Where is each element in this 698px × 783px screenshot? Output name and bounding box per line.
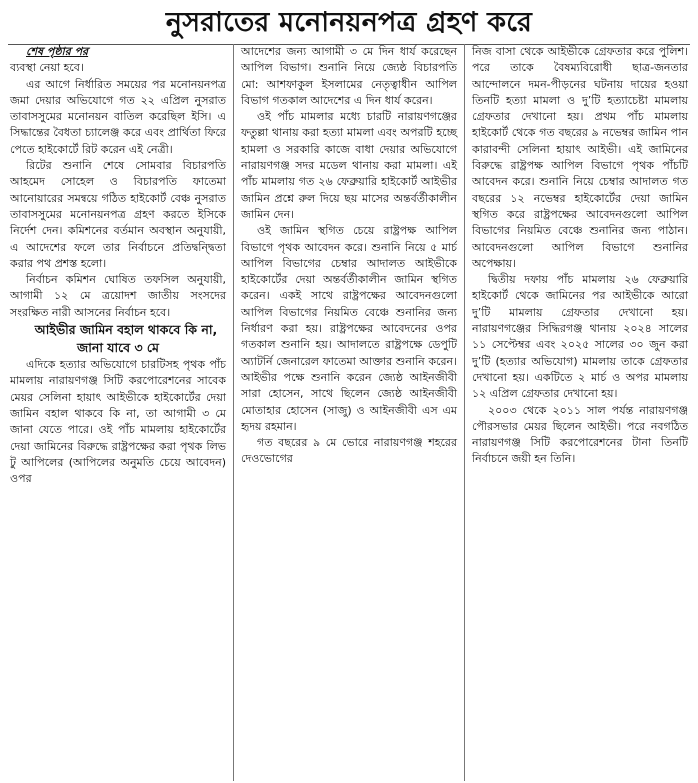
paragraph: আদেশের জন্য আগামী ৩ মে দিন ধার্য করেছেন আপিল বিভাগ। শুনানি নিয়ে জ্যেষ্ঠ বিচারপতি মো: আশফাকুল ইসলামের নেতৃত্বাধীন আপিল বিভাগ গতকাল আদেশের এ দিন ধার্য করেন।: [241, 45, 457, 107]
paragraph: দ্বিতীয় দফায় পাঁচ মামলায় ২৬ ফেব্রুয়ারি হাইকোর্ট থেকে জামিনের পর আইভীকে আরো দু’টি মামলায় গ্রেফতার দেখানো হয়। নারায়ণগঞ্জের সিদ্ধিরগঞ্জ থানায় ২০২৪ সালের ১১ সেপ্টেম্বর এবং ২০২৫ সালের ৩০ জুন করা দু’টি (হত্যার অভিযোগ) মামলায় তাকে গ্রেফতার দেখানো হয়। একটিতে ২ মার্চ ও অপর মামলায় ১২ এপ্রিল গ্রেফতার দেখানো হয়।: [472, 273, 688, 401]
article-body: [8, 44, 690, 781]
paragraph: গত বছরের ৯ মে ভোরে নারায়ণগঞ্জ শহরের দেওভোগের: [241, 436, 457, 466]
paragraph: ব্যবস্থা নেয়া হবে।: [10, 61, 84, 75]
paragraph: রিটের শুনানি শেষে সোমবার বিচারপতি আহমেদ সোহেল ও বিচারপতি ফাতেমা আনোয়ারের সমন্বয়ে গঠিত হাইকোর্ট বেঞ্চ নুসরাত তাবাসসুমের মনোনয়নপত্র গ্রহণ করতে ইসিকে নির্দেশ দেন। কমিশনের বর্তমান অবস্থান অনুযায়ী, এ আদেশের ফলে তার নির্বাচনে প্রতিদ্বন্দ্বিতা করার পথ প্রশস্ত হলো।: [10, 159, 226, 270]
paragraph: এর আগে নির্ধারিত সময়ের পর মনোনয়নপত্র জমা দেয়ার অভিযোগে গত ২২ এপ্রিল নুসরাত তাবাসসুমের মনোনয়ন বাতিল করেছিল ইসি। এ সিদ্ধান্তের বৈধতা চ্যালেঞ্জ করে এবং প্রার্থিতা ফিরে পেতে হাইকোর্টে রিট করেন এই নেত্রী।: [10, 77, 226, 156]
subheading: আইভীর জামিন বহাল থাকবে কি না, জানা যাবে ৩ মে: [34, 322, 218, 356]
headline: নুসরাতের মনোনয়নপত্র গ্রহণ করে: [165, 7, 533, 38]
paragraph: ওই পাঁচ মামলার মধ্যে চারটি নারায়ণগঞ্জের ফতুল্লা থানায় করা হত্যা মামলা এবং অপরটি হচ্ছে হামলা ও সরকারি কাজে বাধা দেয়ার অভিযোগে নারায়ণগঞ্জ সদর মডেল থানায় করা মামলা। এই পাঁচ মামলায় গত ২৬ ফেব্রুয়ারি হাইকোর্ট আইভীর জামিন প্রশ্নে রুল দিয়ে ছয় মাসের অন্তর্বর্তীকালীন জামিন দেন।: [241, 110, 457, 221]
column-2: [233, 44, 464, 781]
paragraph: নিজ বাসা থেকে আইভীকে গ্রেফতার করে পুলিশ। পরে তাকে বৈষম্যবিরোধী ছাত্র-জনতার আন্দোলনে দমন-পীড়নের ঘটনায় দায়ের হওয়া তিনটি হত্যা মামলা ও দু’টি হত্যাচেষ্টা মামলায় গ্রেফতার দেখানো হয়। প্রথম পাঁচ মামলায় হাইকোর্ট থেকে গত বছরের ৯ নভেম্বর জামিন পান কারাবন্দী সেলিনা হায়াৎ আইভী। এই জামিনের বিরুদ্ধে রাষ্ট্রপক্ষ আপিল বিভাগে পৃথক পাঁচটি আবেদন করে। শুনানি নিয়ে চেম্বার আদালত গত বছরের ১২ নভেম্বর হাইকোর্টের দেয়া জামিন স্থগিত করে রাষ্ট্রপক্ষের আবেদনগুলো আপিল বিভাগের নিয়মিত বেঞ্চে শুনানির জন্য পাঠান। আবেদনগুলো আপিল বিভাগে শুনানির অপেক্ষায়।: [472, 45, 688, 270]
paragraph: এদিকে হত্যার অভিযোগে চারটিসহ পৃথক পাঁচ মামলায় নারায়ণগঞ্জ সিটি করপোরেশনের সাবেক মেয়র সেলিনা হায়াৎ আইভীকে হাইকোর্টের দেয়া জামিন বহাল থাকবে কি না, তা আগামী ৩ মে জানা যেতে পারে। ওই পাঁচ মামলায় হাইকোর্টের দেয়া জামিনের বিরুদ্ধে রাষ্ট্রপক্ষের করা পৃথক লিভ টু আপিলের (আপিলের অনুমতি চেয়ে আবেদন) ওপর: [10, 358, 226, 486]
column-1: [8, 44, 233, 781]
column-3: [464, 44, 690, 781]
paragraph: নির্বাচন কমিশন ঘোষিত তফসিল অনুযায়ী, আগামী ১২ মে ত্রয়োদশ জাতীয় সংসদের সংরক্ষিত নারী আসনের নির্বাচন হবে।: [10, 273, 226, 319]
jump-label: শেষ পৃষ্ঠার পর: [26, 45, 89, 58]
paragraph: ২০০৩ থেকে ২০১১ সাল পর্যন্ত নারায়ণগঞ্জ পৌরসভার মেয়র ছিলেন আইভী। পরে নবগঠিত নারায়ণগঞ্জ সিটি করপোরেশনের টানা তিনটি নির্বাচনে জয়ী হন তিনি।: [472, 403, 688, 466]
paragraph: ওই জামিন স্থগিত চেয়ে রাষ্ট্রপক্ষ আপিল বিভাগে পৃথক আবেদন করে। শুনানি নিয়ে ৫ মার্চ আপিল বিভাগের চেম্বার আদালত আইভীকে হাইকোর্টের দেয়া অন্তর্বর্তীকালীন জামিন স্থগিত করেন। একই সাথে রাষ্ট্রপক্ষের আবেদনগুলো আপিল বিভাগের নিয়মিত বেঞ্চে শুনানির জন্য নির্ধারণ করা হয়। রাষ্ট্রপক্ষের আবেদনের ওপর গতকাল শুনানি হয়। আদালতে রাষ্ট্রপক্ষে ডেপুটি অ্যাটর্নি জেনারেল ফাতেমা আক্তার শুনানি করেন। আইভীর পক্ষে শুনানি করেন জ্যেষ্ঠ আইনজীবী সারা হোসেন, সাথে ছিলেন জ্যেষ্ঠ আইনজীবী মোতাহার হোসেন (সাজু) ও আইনজীবী এস এম হৃদয় রহমান।: [241, 224, 457, 433]
